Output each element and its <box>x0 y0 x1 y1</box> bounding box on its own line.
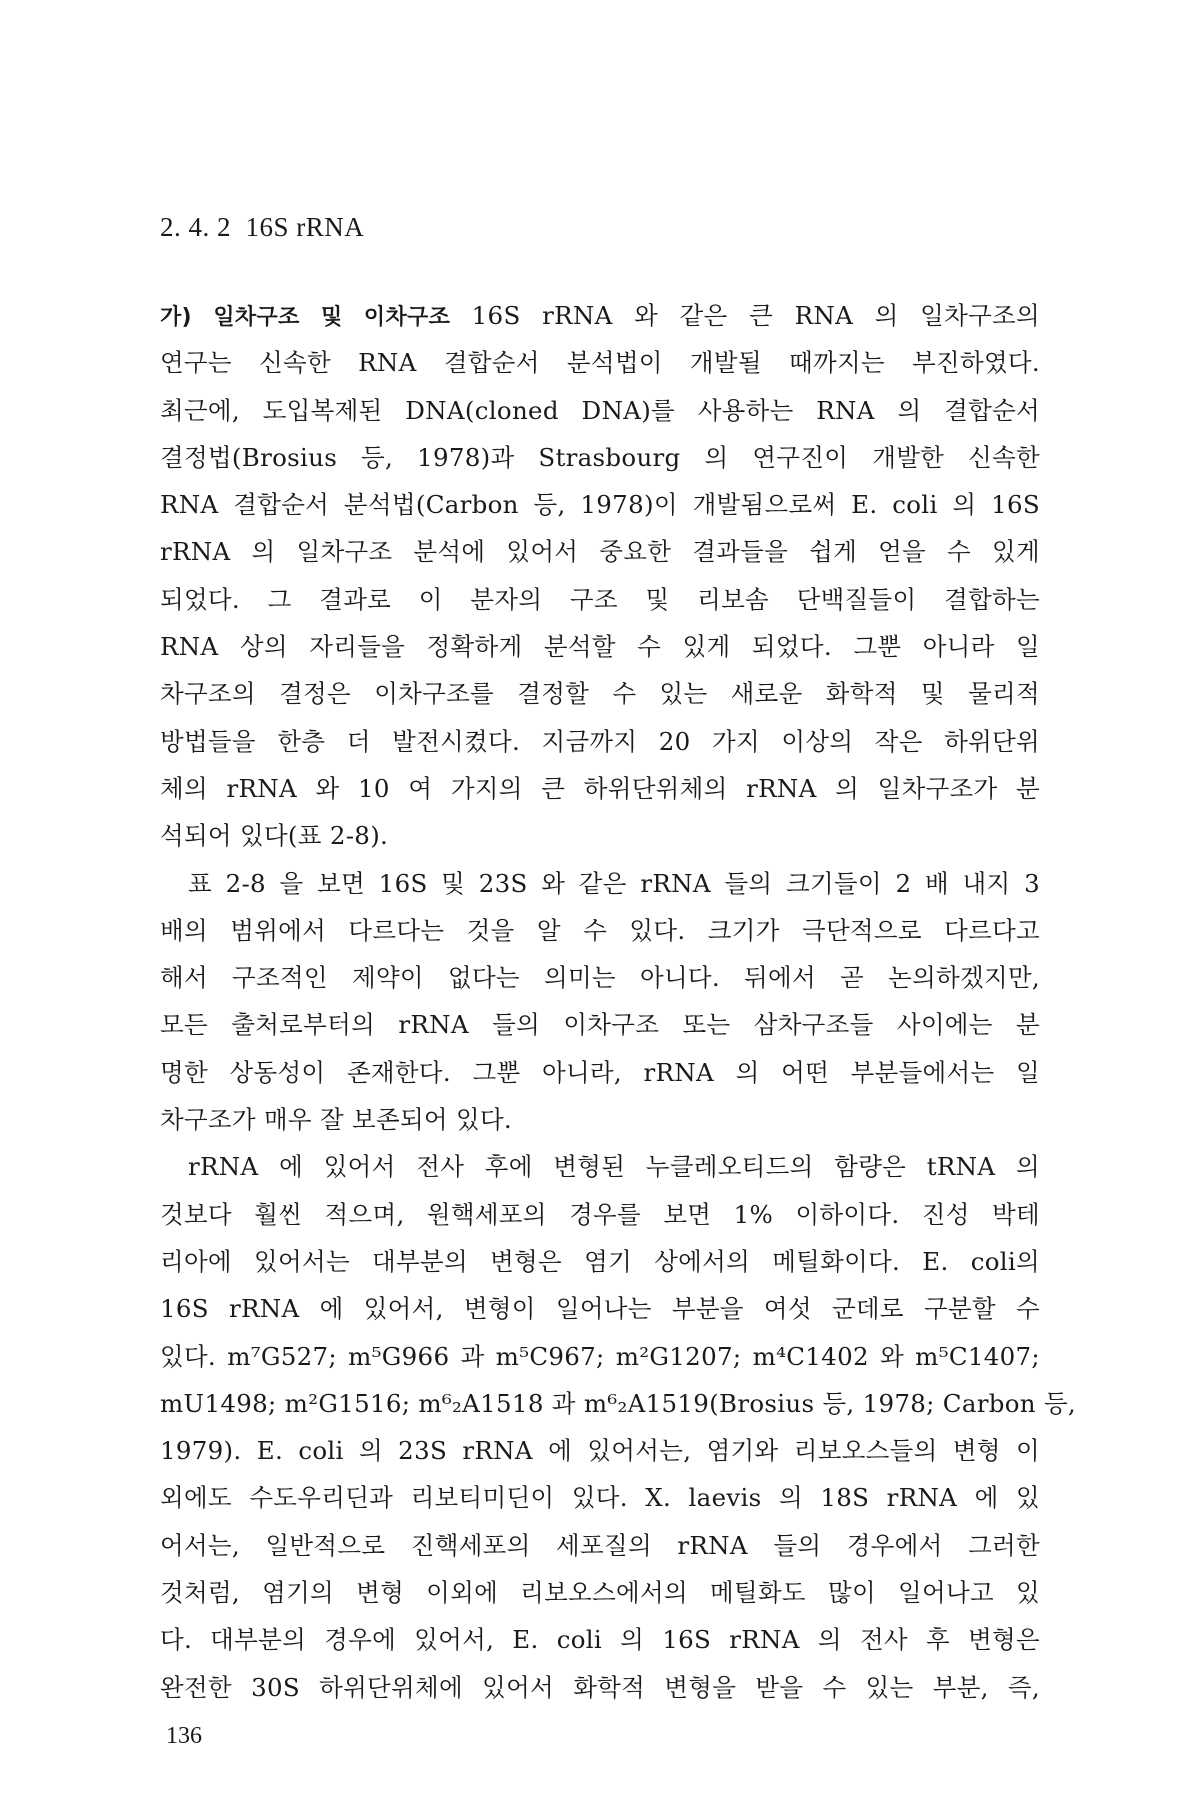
text-line: RNA 상의 자리들을 정확하게 분석할 수 있게 되었다. 그뿐 아니라 일 <box>160 632 1040 662</box>
text-line: 외에도 수도우리딘과 리보티미딘이 있다. X. laevis 의 18S rRNA 에 있 <box>160 1483 1040 1513</box>
page-number: 136 <box>166 1723 202 1749</box>
text-line: 체의 rRNA 와 10 여 가지의 큰 하위단위체의 rRNA 의 일차구조가 분 <box>160 773 1040 803</box>
text-line: RNA 결합순서 분석법(Carbon 등, 1978)이 개발됨으로써 E. coli 의 16S <box>160 490 1040 520</box>
text-line: 최근에, 도입복제된 DNA(cloned DNA)를 사용하는 RNA 의 결합순서 <box>160 395 1040 425</box>
text-line: 다. 대부분의 경우에 있어서, E. coli 의 16S rRNA 의 전사 후 변형은 <box>160 1625 1040 1655</box>
text-line: mU1498; m²G1516; m⁶₂A1518 과 m⁶₂A1519(Brosius 등, 1978; Carbon 등, <box>160 1388 1076 1418</box>
text-line: 차구조가 매우 잘 보존되어 있다. <box>160 1105 513 1135</box>
text-line <box>160 292 1040 339</box>
text-line: 완전한 30S 하위단위체에 있어서 화학적 변형을 받을 수 있는 부분, 즉, <box>160 1672 1040 1702</box>
text-line: 명한 상동성이 존재한다. 그뿐 아니라, rRNA 의 어떤 부분들에서는 일 <box>160 1057 1040 1087</box>
text-line: 것처럼, 염기의 변형 이외에 리보오스에서의 메틸화도 많이 일어나고 있 <box>160 1578 1040 1608</box>
text-line: 1979). E. coli 의 23S rRNA 에 있어서는, 염기와 리보오스들의 변형 이 <box>160 1436 1040 1466</box>
text-line: 것보다 훨씬 적으며, 원핵세포의 경우를 보면 1% 이하이다. 진성 박테 <box>160 1199 1040 1229</box>
text-line: 배의 범위에서 다르다는 것을 알 수 있다. 크기가 극단적으로 다르다고 <box>160 915 1040 945</box>
text-line: 되었다. 그 결과로 이 분자의 구조 및 리보솜 단백질들이 결합하는 <box>160 584 1040 614</box>
body-text <box>160 292 1076 1711</box>
text-line: 차구조의 결정은 이차구조를 결정할 수 있는 새로운 화학적 및 물리적 <box>160 679 1040 709</box>
text-line: 석되어 있다(표 2-8). <box>160 821 389 851</box>
text-line: rRNA 의 일차구조 분석에 있어서 중요한 결과들을 쉽게 얻을 수 있게 <box>160 537 1040 567</box>
text-line: 연구는 신속한 RNA 결합순서 분석법이 개발될 때까지는 부진하였다. <box>160 348 1040 378</box>
text-line: 표 2-8 을 보면 16S 및 23S 와 같은 rRNA 들의 크기들이 2 배 내지 3 <box>188 868 1040 898</box>
text-line: 16S rRNA 에 있어서, 변형이 일어나는 부분을 여섯 군데로 구분할 수 <box>160 1294 1040 1324</box>
text-line: 리아에 있어서는 대부분의 변형은 염기 상에서의 메틸화이다. E. coli의 <box>160 1246 1040 1276</box>
text-line: 방법들을 한층 더 발전시켰다. 지금까지 20 가지 이상의 작은 하위단위 <box>160 726 1040 756</box>
section-heading: 2. 4. 2 16S rRNA <box>160 212 365 242</box>
text-line: 있다. m⁷G527; m⁵G966 과 m⁵C967; m²G1207; m⁴C1402 와 m⁵C1407; <box>160 1341 1040 1371</box>
text-line-content: 16S rRNA 와 같은 큰 RNA 의 일차구조의 <box>450 301 1040 330</box>
subsection-heading: 가) 일차구조 및 이차구조 <box>160 305 451 330</box>
text-line: 해서 구조적인 제약이 없다는 의미는 아니다. 뒤에서 곧 논의하겠지만, <box>160 963 1040 993</box>
text-line: 모든 출처로부터의 rRNA 들의 이차구조 또는 삼차구조들 사이에는 분 <box>160 1010 1040 1040</box>
text-line: 어서는, 일반적으로 진핵세포의 세포질의 rRNA 들의 경우에서 그러한 <box>160 1530 1040 1560</box>
text-line: 결정법(Brosius 등, 1978)과 Strasbourg 의 연구진이 개발한 신속한 <box>160 442 1040 472</box>
text-line: rRNA 에 있어서 전사 후에 변형된 누클레오티드의 함량은 tRNA 의 <box>188 1152 1040 1182</box>
